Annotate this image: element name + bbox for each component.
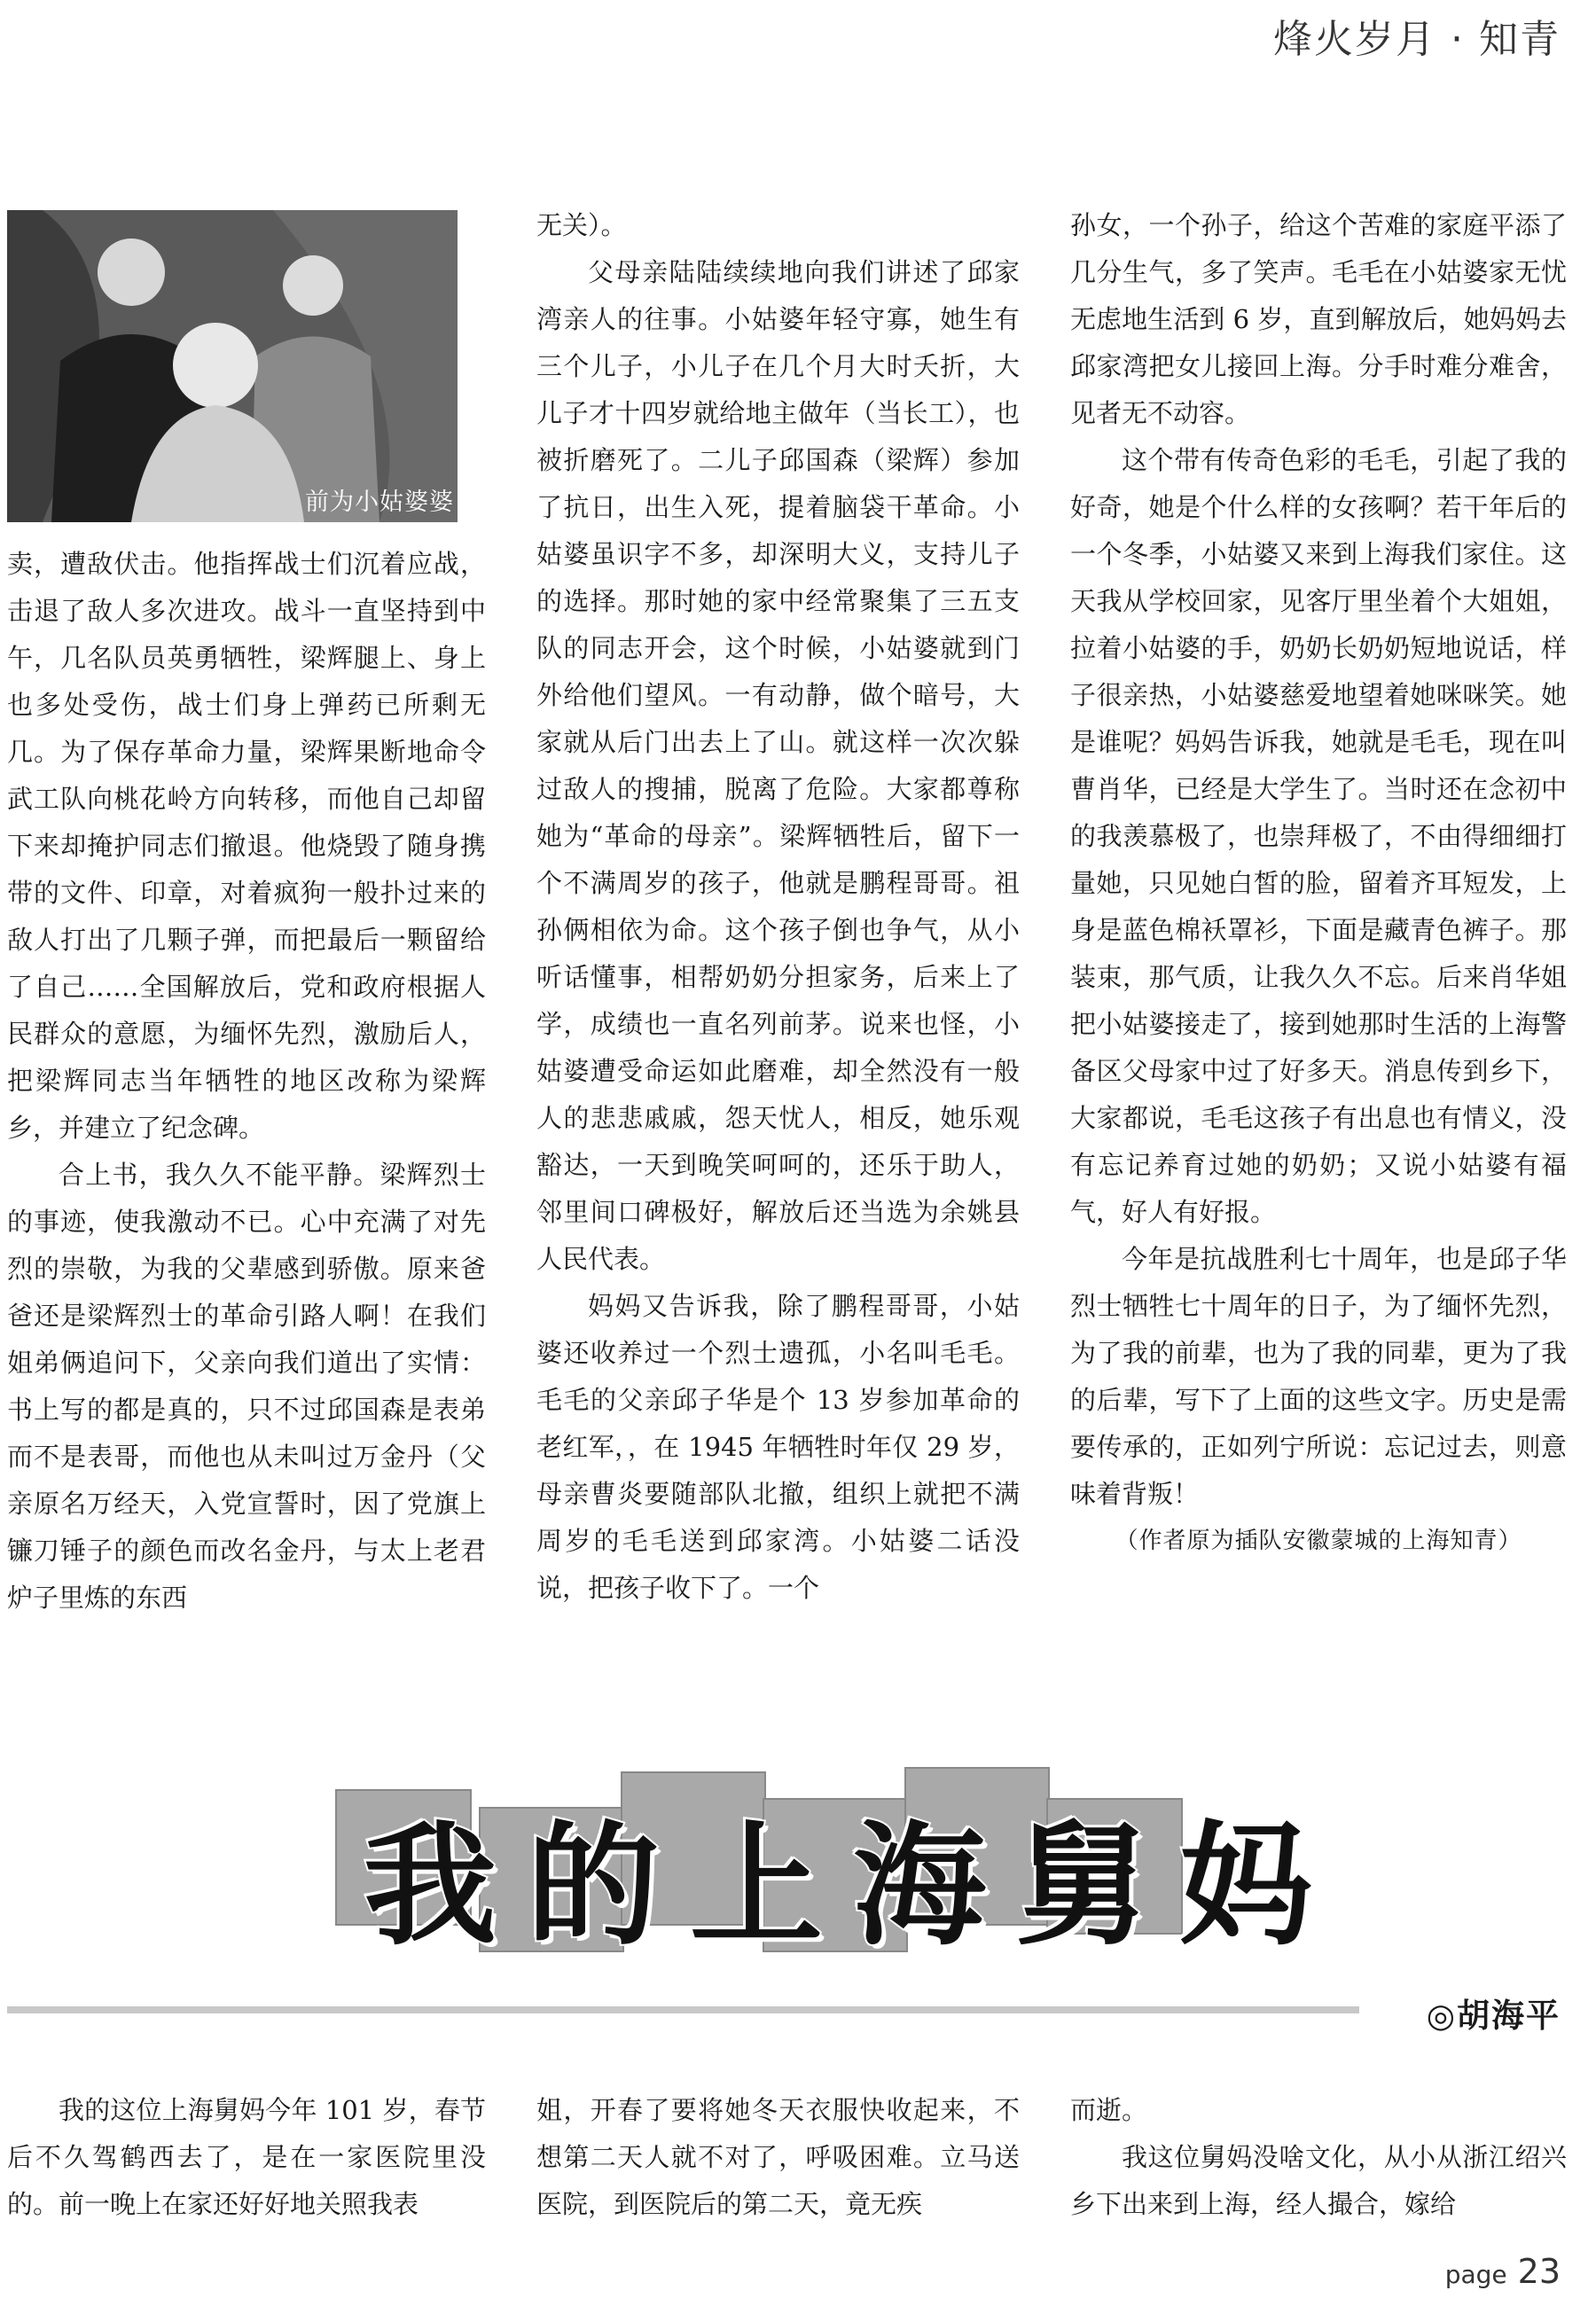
paragraph: 这个带有传奇色彩的毛毛，引起了我的好奇，她是个什么样的女孩啊？若干年后的一个冬季，小姑婆又来到上海我们家住。这天我从学校回家，见客厅里坐着个大姐姐，拉着小姑婆的手，奶奶长奶奶短地说话，样子很亲热，小姑婆慈爱地望着她咪咪笑。她是谁呢？妈妈告诉我，她就是毛毛，现在叫曹肖华，已经是大学生了。当时还在念初中的我羡慕极了，也崇拜极了，不由得细细打量她，只见她白皙的脸，留着齐耳短发，上身是蓝色棉袄罩衫，下面是藏青色裤子。那装束，那气质，让我久久不忘。后来肖华姐把小姑婆接走了，接到她那时生活的上海警备区父母家中过了好多天。消息传到乡下，大家都说，毛毛这孩子有出息也有情义，没有忘记养育过她的奶奶；又说小姑婆有福气，好人有好报。: [1070, 445, 1567, 1227]
page-label: page: [1444, 2260, 1507, 2289]
photo-caption: 前为小姑婆婆: [305, 489, 454, 516]
paragraph: 我这位舅妈没啥文化，从小从浙江绍兴乡下出来到上海，经人撮合，嫁给: [1070, 2142, 1567, 2219]
author-note: （作者原为插队安徽蒙城的上海知青）: [1115, 1528, 1522, 1554]
article2-title-banner: [328, 1763, 1343, 1964]
paragraph: 我的这位上海舅妈今年 101 岁，春节后不久驾鹤西去了，是在一家医院里没的。前一晚上在家还好好地关照我表: [7, 2095, 486, 2219]
paragraph: 合上书，我久久不能平静。梁辉烈士的事迹，使我激动不已。心中充满了对先烈的崇敬，为我的父辈感到骄傲。原来爸爸还是梁辉烈士的革命引路人啊！在我们姐弟俩追问下，父亲向我们道出了实情：书上写的都是真的，只不过邱国森是表弟而不是表哥，而他也从未叫过万金丹（父亲原名万经天，入党宣誓时，因了党旗上镰刀锤子的颜色而改名金丹，与太上老君炉子里炼的东西: [7, 1160, 486, 1613]
paragraph: 今年是抗战胜利七十周年，也是邱子华烈士牺牲七十周年的日子，为了缅怀先烈，为了我的前辈，也为了我的同辈，更为了我的后辈，写下了上面的这些文字。历史是需要传承的，正如列宁所说：忘记过去，则意味着背叛！: [1070, 1244, 1567, 1509]
article2-column-2: [536, 2087, 1020, 2228]
photo-figures-graphic: [7, 210, 458, 522]
paragraph: 姐，开春了要将她冬天衣服快收起来，不想第二天人就不对了，呼吸困难。立马送医院，到医院后的第二天，竟无疾: [536, 2095, 1020, 2219]
title-divider: [7, 2006, 1359, 2013]
section-header: 烽火岁月 · 知青: [1273, 17, 1561, 62]
article2-column-1: [7, 2087, 486, 2228]
paragraph: 卖，遭敌伏击。他指挥战士们沉着应战，击退了敌人多次进攻。战斗一直坚持到中午，几名队员英勇牺牲，梁辉腿上、身上也多处受伤，战士们身上弹药已所剩无几。为了保存革命力量，梁辉果断地命令武工队向桃花岭方向转移，而他自己却留下来却掩护同志们撤退。他烧毁了随身携带的文件、印章，对着疯狗一般扑过来的敌人打出了几颗子弹，而把最后一颗留给了自己……全国解放后，党和政府根据人民群众的意愿，为缅怀先烈，激励后人，把梁辉同志当年牺牲的地区改称为梁辉乡，并建立了纪念碑。: [7, 549, 486, 1143]
paragraph: 而逝。: [1070, 2095, 1148, 2125]
paragraph: 无关）。: [536, 210, 627, 240]
article1-column-3: [1070, 202, 1567, 1565]
page-number-value: 23: [1517, 2252, 1561, 2291]
paragraph: 孙女，一个孙子，给这个苦难的家庭平添了几分生气，多了笑声。毛毛在小姑婆家无忧无虑地生活到 6 岁，直到解放后，她妈妈去邱家湾把女儿接回上海。分手时难分难舍，见者无不动容。: [1070, 210, 1567, 428]
paragraph: 父母亲陆陆续续地向我们讲述了邱家湾亲人的往事。小姑婆年轻守寡，她生有三个儿子，小儿子在几个月大时夭折，大儿子才十四岁就给地主做年（当长工），也被折磨死了。二儿子邱国森（梁辉）参加了抗日，出生入死，提着脑袋干革命。小姑婆虽识字不多，却深明大义，支持儿子的选择。那时她的家中经常聚集了三五支队的同志开会，这个时候，小姑婆就到门外给他们望风。一有动静，做个暗号，大家就从后门出去上了山。就这样一次次躲过敌人的搜捕，脱离了危险。大家都尊称她为“革命的母亲”。梁辉牺牲后，留下一个不满周岁的孩子，他就是鹏程哥哥。祖孙俩相依为命。这个孩子倒也争气，从小听话懂事，相帮奶奶分担家务，后来上了学，成绩也一直名列前茅。说来也怪，小姑婆遭受命运如此磨难，却全然没有一般人的悲悲戚戚，怨天忧人，相反，她乐观豁达，一天到晚笑呵呵的，还乐于助人，邻里间口碑极好，解放后还当选为余姚县人民代表。: [536, 257, 1020, 1274]
page-number: [1445, 2252, 1561, 2291]
historical-photo: [7, 210, 458, 522]
article1-column-2: [536, 202, 1020, 1612]
article1-column-1: [7, 541, 486, 1622]
article2-title: 我的上海舅妈: [364, 1810, 1343, 1964]
article2-author: ◎胡海平: [1426, 1997, 1561, 2035]
paragraph: 妈妈又告诉我，除了鹏程哥哥，小姑婆还收养过一个烈士遗孤，小名叫毛毛。毛毛的父亲邱子华是个 13 岁参加革命的老红军，，在 1945 年牺牲时年仅 29 岁，母亲曹炎要随部队北撤，组织上就把不满周岁的毛毛送到邱家湾。小姑婆二话没说，把孩子收下了。一个: [536, 1291, 1020, 1603]
article2-column-3: [1070, 2087, 1567, 2228]
